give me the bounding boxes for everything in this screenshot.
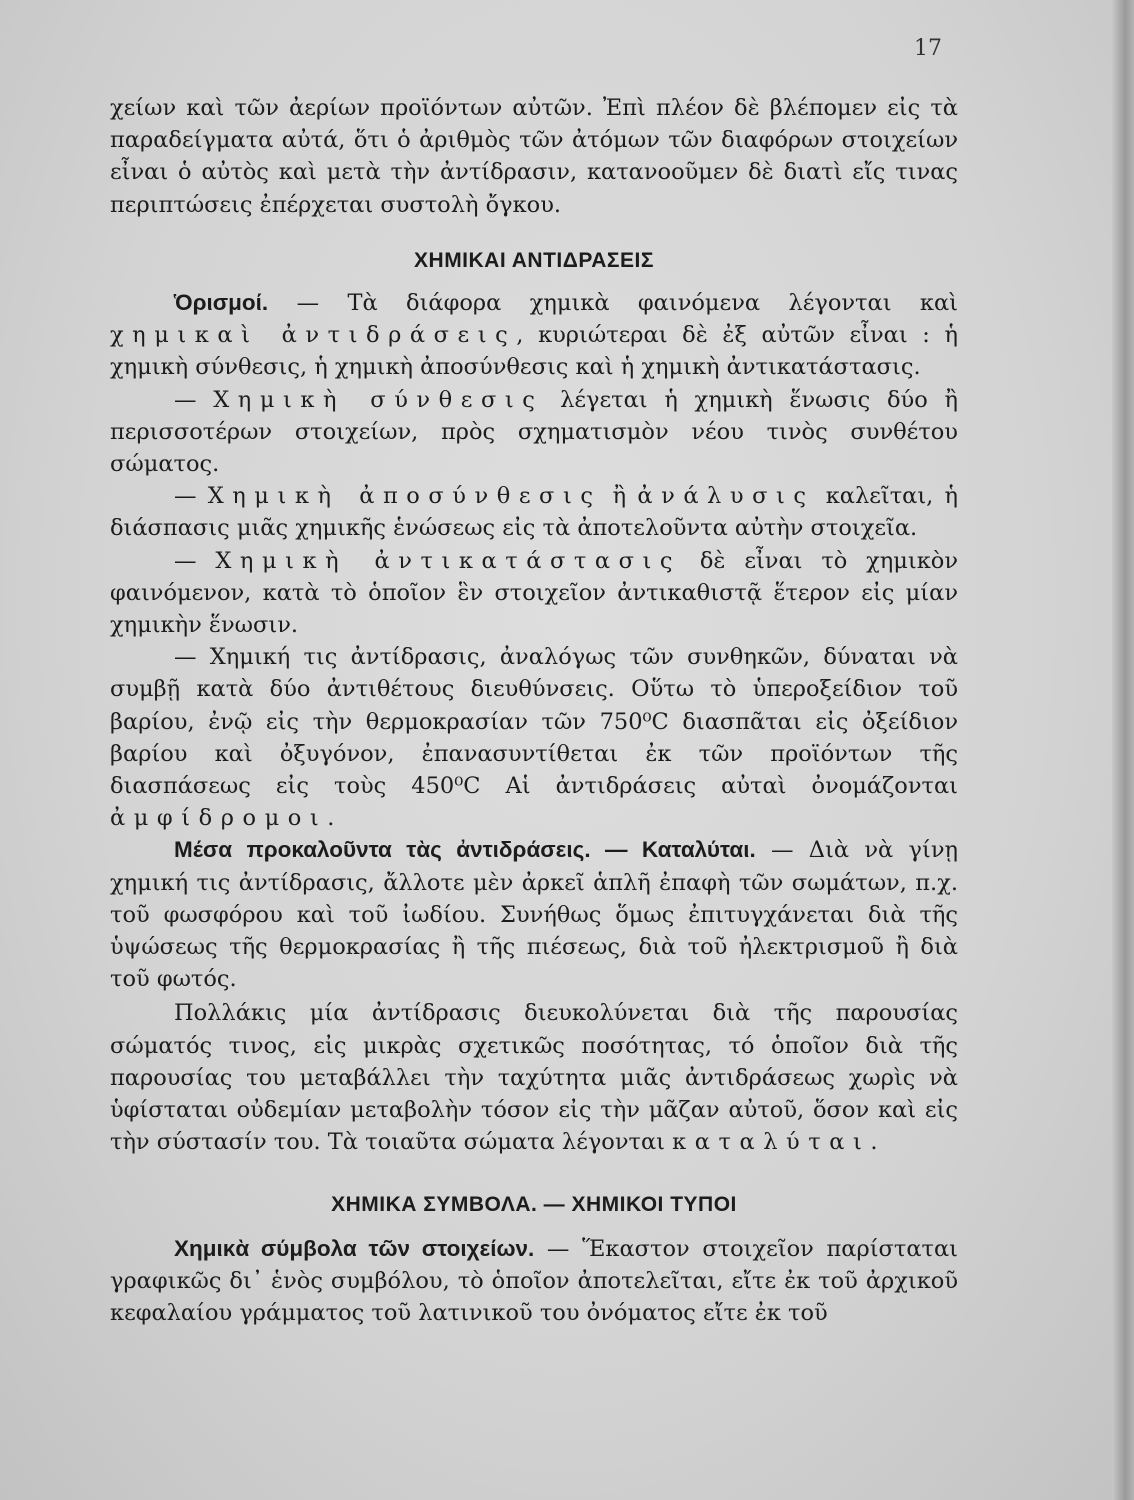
term-catalysts: καταλύται.	[672, 1129, 887, 1156]
symbols-paragraph	[110, 1233, 958, 1330]
definitions-text-a: — Τὰ διάφορα χημικὰ φαινόμενα λέγονται καὶ	[268, 290, 958, 317]
decomposition-lead: —	[174, 483, 208, 510]
symbols-title: Χημικὰ σύμβολα τῶν στοιχείων.	[174, 1235, 535, 1261]
catalysts-paragraph	[110, 997, 958, 1158]
synthesis-lead: —	[174, 386, 214, 413]
means-paragraph	[110, 834, 958, 995]
means-title: Μέσα προκαλοῦντα τὰς ἀντιδράσεις. — Καταλύται.	[174, 837, 756, 863]
term-decomposition: Χημικὴ ἀποσύνθεσις	[207, 483, 602, 510]
term-analysis: ἀνάλυσις	[637, 483, 815, 510]
term-synthesis: Χημικὴ σύνθεσις	[213, 386, 544, 413]
decomposition-paragraph	[110, 480, 958, 544]
term-substitution: Χημικὴ ἀντικατάστασις	[215, 547, 682, 574]
catalysts-text: Πολλάκις μία ἀντίδρασις διευκολύνεται διὰ τῆς παρουσίας σώματός τινος, εἰς μικρὰς σχετικῶς ποσότητας, τό ὁποῖον διὰ τῆς παρουσίας του μεταβάλλει τὴν ταχύτητα μιᾶς ἀντιδράσεως χωρὶς νὰ ὑφίσταται οὐδεμίαν μεταβολὴν τόσον εἰς τὴν μᾶζαν αὐτοῦ, ὅσον καὶ εἰς τὴν σύστασίν του. Τὰ τοιαῦτα σώματα λέγονται	[110, 1000, 958, 1156]
synthesis-text: λέγεται ἡ χημικὴ ἕνωσις δύο ἢ περισσοτέρων στοιχείων, πρὸς σχηματισμὸν νέου τινὸς συνθέτου σώματος.	[110, 386, 958, 478]
substitution-lead: —	[174, 547, 216, 574]
symbols-text: — Ἕκαστον στοιχεῖον παρίσταται γραφικῶς δι᾽ ἑνὸς συμβόλου, τὸ ὁποῖον ἀποτελεῖται, εἴτε ἐκ τοῦ ἀρχικοῦ κεφαλαίου γράμματος τοῦ λατινικοῦ του ὀνόματος εἴτε ἐκ τοῦ	[110, 1235, 959, 1327]
decomposition-mid: ἢ	[601, 483, 638, 510]
means-text: — Διὰ νὰ γίνῃ χημική τις ἀντίδρασις, ἄλλοτε μὲν ἀρκεῖ ἁπλῆ ἐπαφὴ τῶν σωμάτων, π.χ. τοῦ φωσφόρου καὶ τοῦ ἰωδίου. Συνήθως ὅμως ἐπιτυγχάνεται διὰ τῆς ὑψώσεως τῆς θερμοκρασίας ἢ τῆς πιέσεως, διὰ τοῦ ἠλεκτρισμοῦ ἢ διὰ τοῦ φωτός.	[110, 837, 958, 993]
section-heading-reactions: ΧΗΜΙΚΑΙ ΑΝΤΙΔΡΑΣΕΙΣ	[414, 248, 654, 272]
section-heading-symbols: ΧΗΜΙΚΑ ΣΥΜΒΟΛΑ. — ΧΗΜΙΚΟΙ ΤΥΠΟΙ	[331, 1192, 737, 1216]
synthesis-paragraph	[110, 384, 958, 481]
reversible-text: — Χημική τις ἀντίδρασις, ἀναλόγως τῶν συνθηκῶν, δύναται νὰ συμβῇ κατὰ δύο ἀντιθέτους διευθύνσεις. Οὕτω τὸ ὑπεροξείδιον τοῦ βαρίου, ἐνῷ εἰς τὴν θερμοκρασίαν τῶν 750⁰C διασπᾶται εἰς ὀξείδιον βαρίου καὶ ὀξυγόνον, ἐπανασυντίθεται ἐκ τῶν προϊόντων τῆς διασπάσεως εἰς τοὺς 450⁰C Αἱ ἀντιδράσεις αὐταὶ ὀνομάζονται	[110, 644, 958, 800]
intro-paragraph: χείων καὶ τῶν ἀερίων προϊόντων αὐτῶν. Ἐπὶ πλέον δὲ βλέπομεν εἰς τὰ παραδείγματα αὐτά, ὅτι ὁ ἀριθμὸς τῶν ἀτόμων τῶν διαφόρων στοιχείων εἶναι ὁ αὐτὸς καὶ μετὰ τὴν ἀντίδρασιν, κατανοοῦμεν δὲ διατὶ εἴς τινας περιπτώσεις ἐπέρχεται συστολὴ ὄγκου.	[110, 95, 958, 218]
substitution-paragraph	[110, 545, 958, 642]
definitions-paragraph	[110, 287, 958, 384]
reversible-paragraph	[110, 641, 958, 834]
term-reversible: ἀμφίδρομοι.	[110, 805, 343, 832]
decomposition-text: καλεῖται, ἡ διάσπασις μιᾶς χημικῆς ἑνώσεως εἰς τὰ ἀποτελοῦντα αὐτὴν στοιχεῖα.	[110, 483, 958, 542]
term-chemical-reactions: χημικαὶ ἀντιδράσεις	[110, 322, 517, 349]
page-number: 17	[914, 36, 942, 61]
body-text	[110, 92, 958, 1329]
definitions-text-b: , κυριώτεραι δὲ ἐξ αὐτῶν εἶναι : ἡ χημικὴ σύνθεσις, ἡ χημικὴ ἀποσύνθεσις καὶ ἡ χημικὴ ἀντικατάστασις.	[110, 322, 958, 381]
substitution-text: δὲ εἶναι τὸ χημικὸν φαινόμενον, κατὰ τὸ ὁποῖον ἓν στοιχεῖον ἀντικαθιστᾷ ἕτερον εἰς μίαν χημικὴν ἕνωσιν.	[110, 547, 959, 639]
page-edge	[1112, 0, 1134, 1500]
definitions-title: Ὁρισμοί.	[174, 290, 269, 316]
